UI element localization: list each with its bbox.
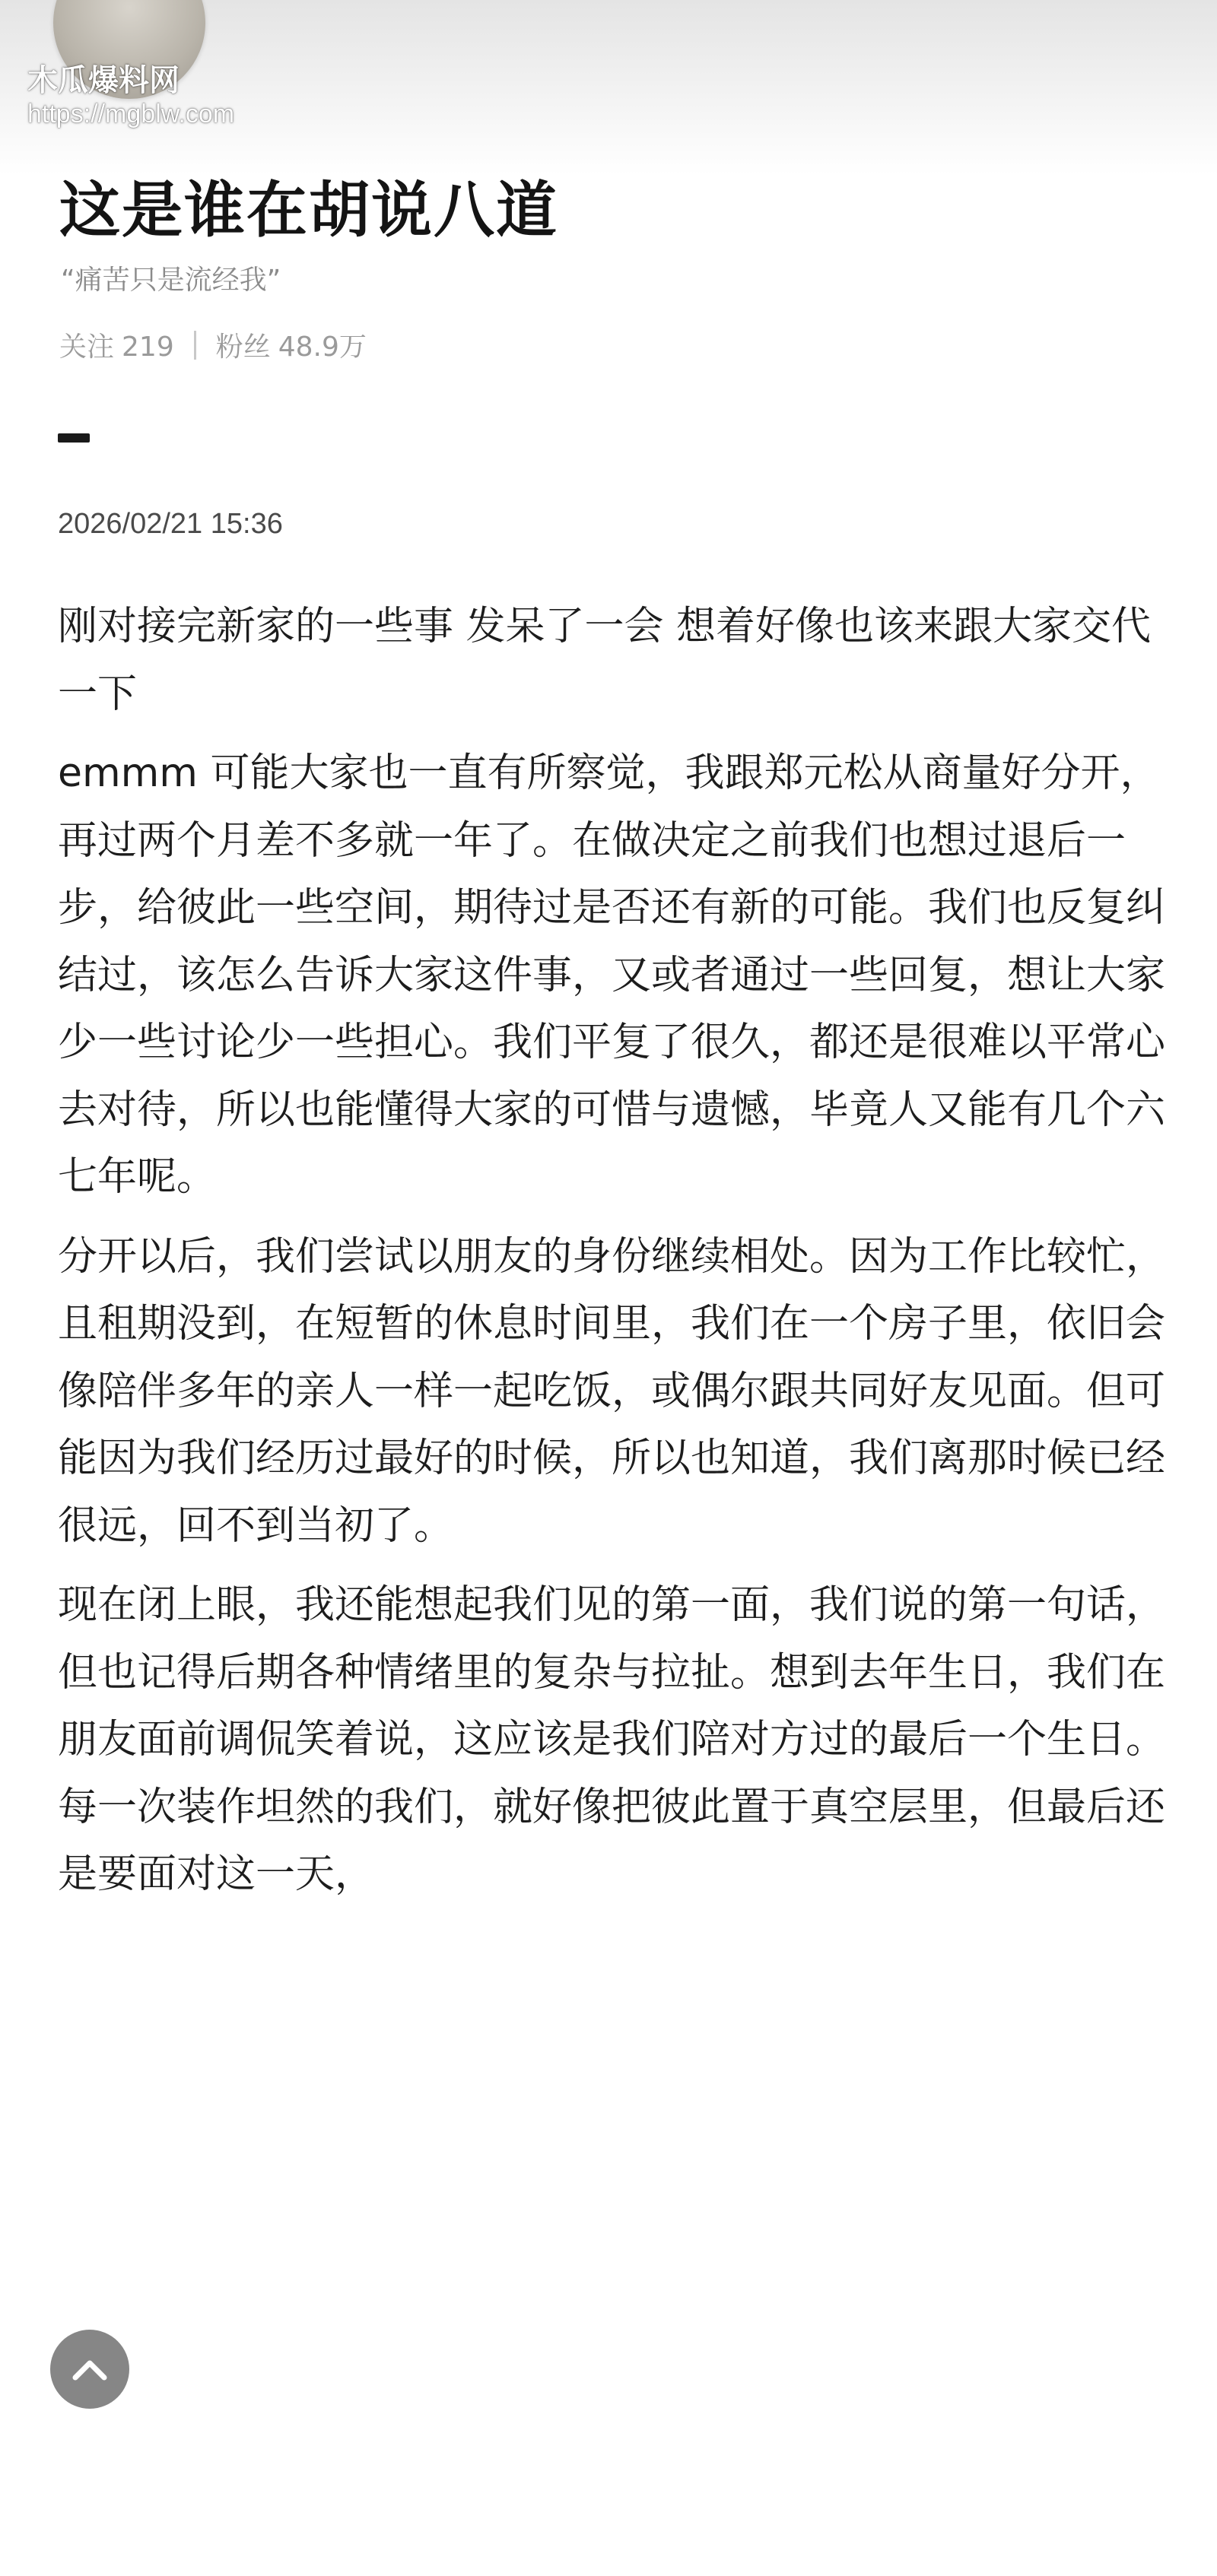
following-count: 219 (122, 332, 174, 363)
followers-count: 48.9万 (278, 332, 367, 363)
post-paragraph: 现在闭上眼，我还能想起我们见的第一面，我们说的第一句话，但也记得后期各种情绪里的复杂与拉扯。想到去年生日，我们在朋友面前调侃笑着说，这应该是我们陪对方过的最后一个生日。每一次装作坦然的我们，就好像把彼此置于真空层里，但最后还是要面对这一天， (58, 1582, 1166, 1897)
following-stat[interactable] (59, 325, 174, 364)
followers-label: 粉丝 (215, 332, 271, 363)
following-label: 关注 (59, 332, 115, 363)
post-paragraph: 刚对接完新家的一些事 发呆了一会 想着好像也该来跟大家交代一下 (58, 604, 1152, 717)
site-watermark (27, 62, 234, 130)
site-watermark-name: 木瓜爆料网 (27, 63, 180, 98)
profile-signature: “痛苦只是流经我” (61, 265, 281, 296)
chevron-up-icon (71, 2356, 109, 2382)
post-body (58, 593, 1168, 1921)
scroll-top-button[interactable] (50, 2330, 129, 2409)
followers-stat[interactable] (216, 325, 367, 364)
post-paragraph: 分开以后，我们尝试以朋友的身份继续相处。因为工作比较忙，且租期没到，在短暂的休息时间里，我们在一个房子里，依旧会像陪伴多年的亲人一样一起吃饭，或偶尔跟共同好友见面。但可能因为我们经历过最好的时候，所以也知道，我们离那时候已经很远，回不到当初了。 (58, 1233, 1166, 1549)
profile-stats (59, 325, 367, 364)
section-dash (58, 433, 90, 443)
stats-divider (194, 331, 196, 360)
profile-title: 这是谁在胡说八道 (59, 175, 558, 246)
post-time: 2026/02/21 15:36 (58, 508, 283, 540)
post-paragraph: emmm 可能大家也一直有所察觉，我跟郑元松从商量好分开，再过两个月差不多就一年了。在做决定之前我们也想过退后一步，给彼此一些空间，期待过是否还有新的可能。我们也反复纠结过，该怎么告诉大家这件事，又或者通过一些回复，想让大家少一些讨论少一些担心。我们平复了很久，都还是很难以平常心去对待，所以也能懂得大家的可惜与遗憾，毕竟人又能有几个六七年呢。 (58, 750, 1166, 1200)
site-watermark-url: https://mgblw.com (27, 100, 235, 128)
